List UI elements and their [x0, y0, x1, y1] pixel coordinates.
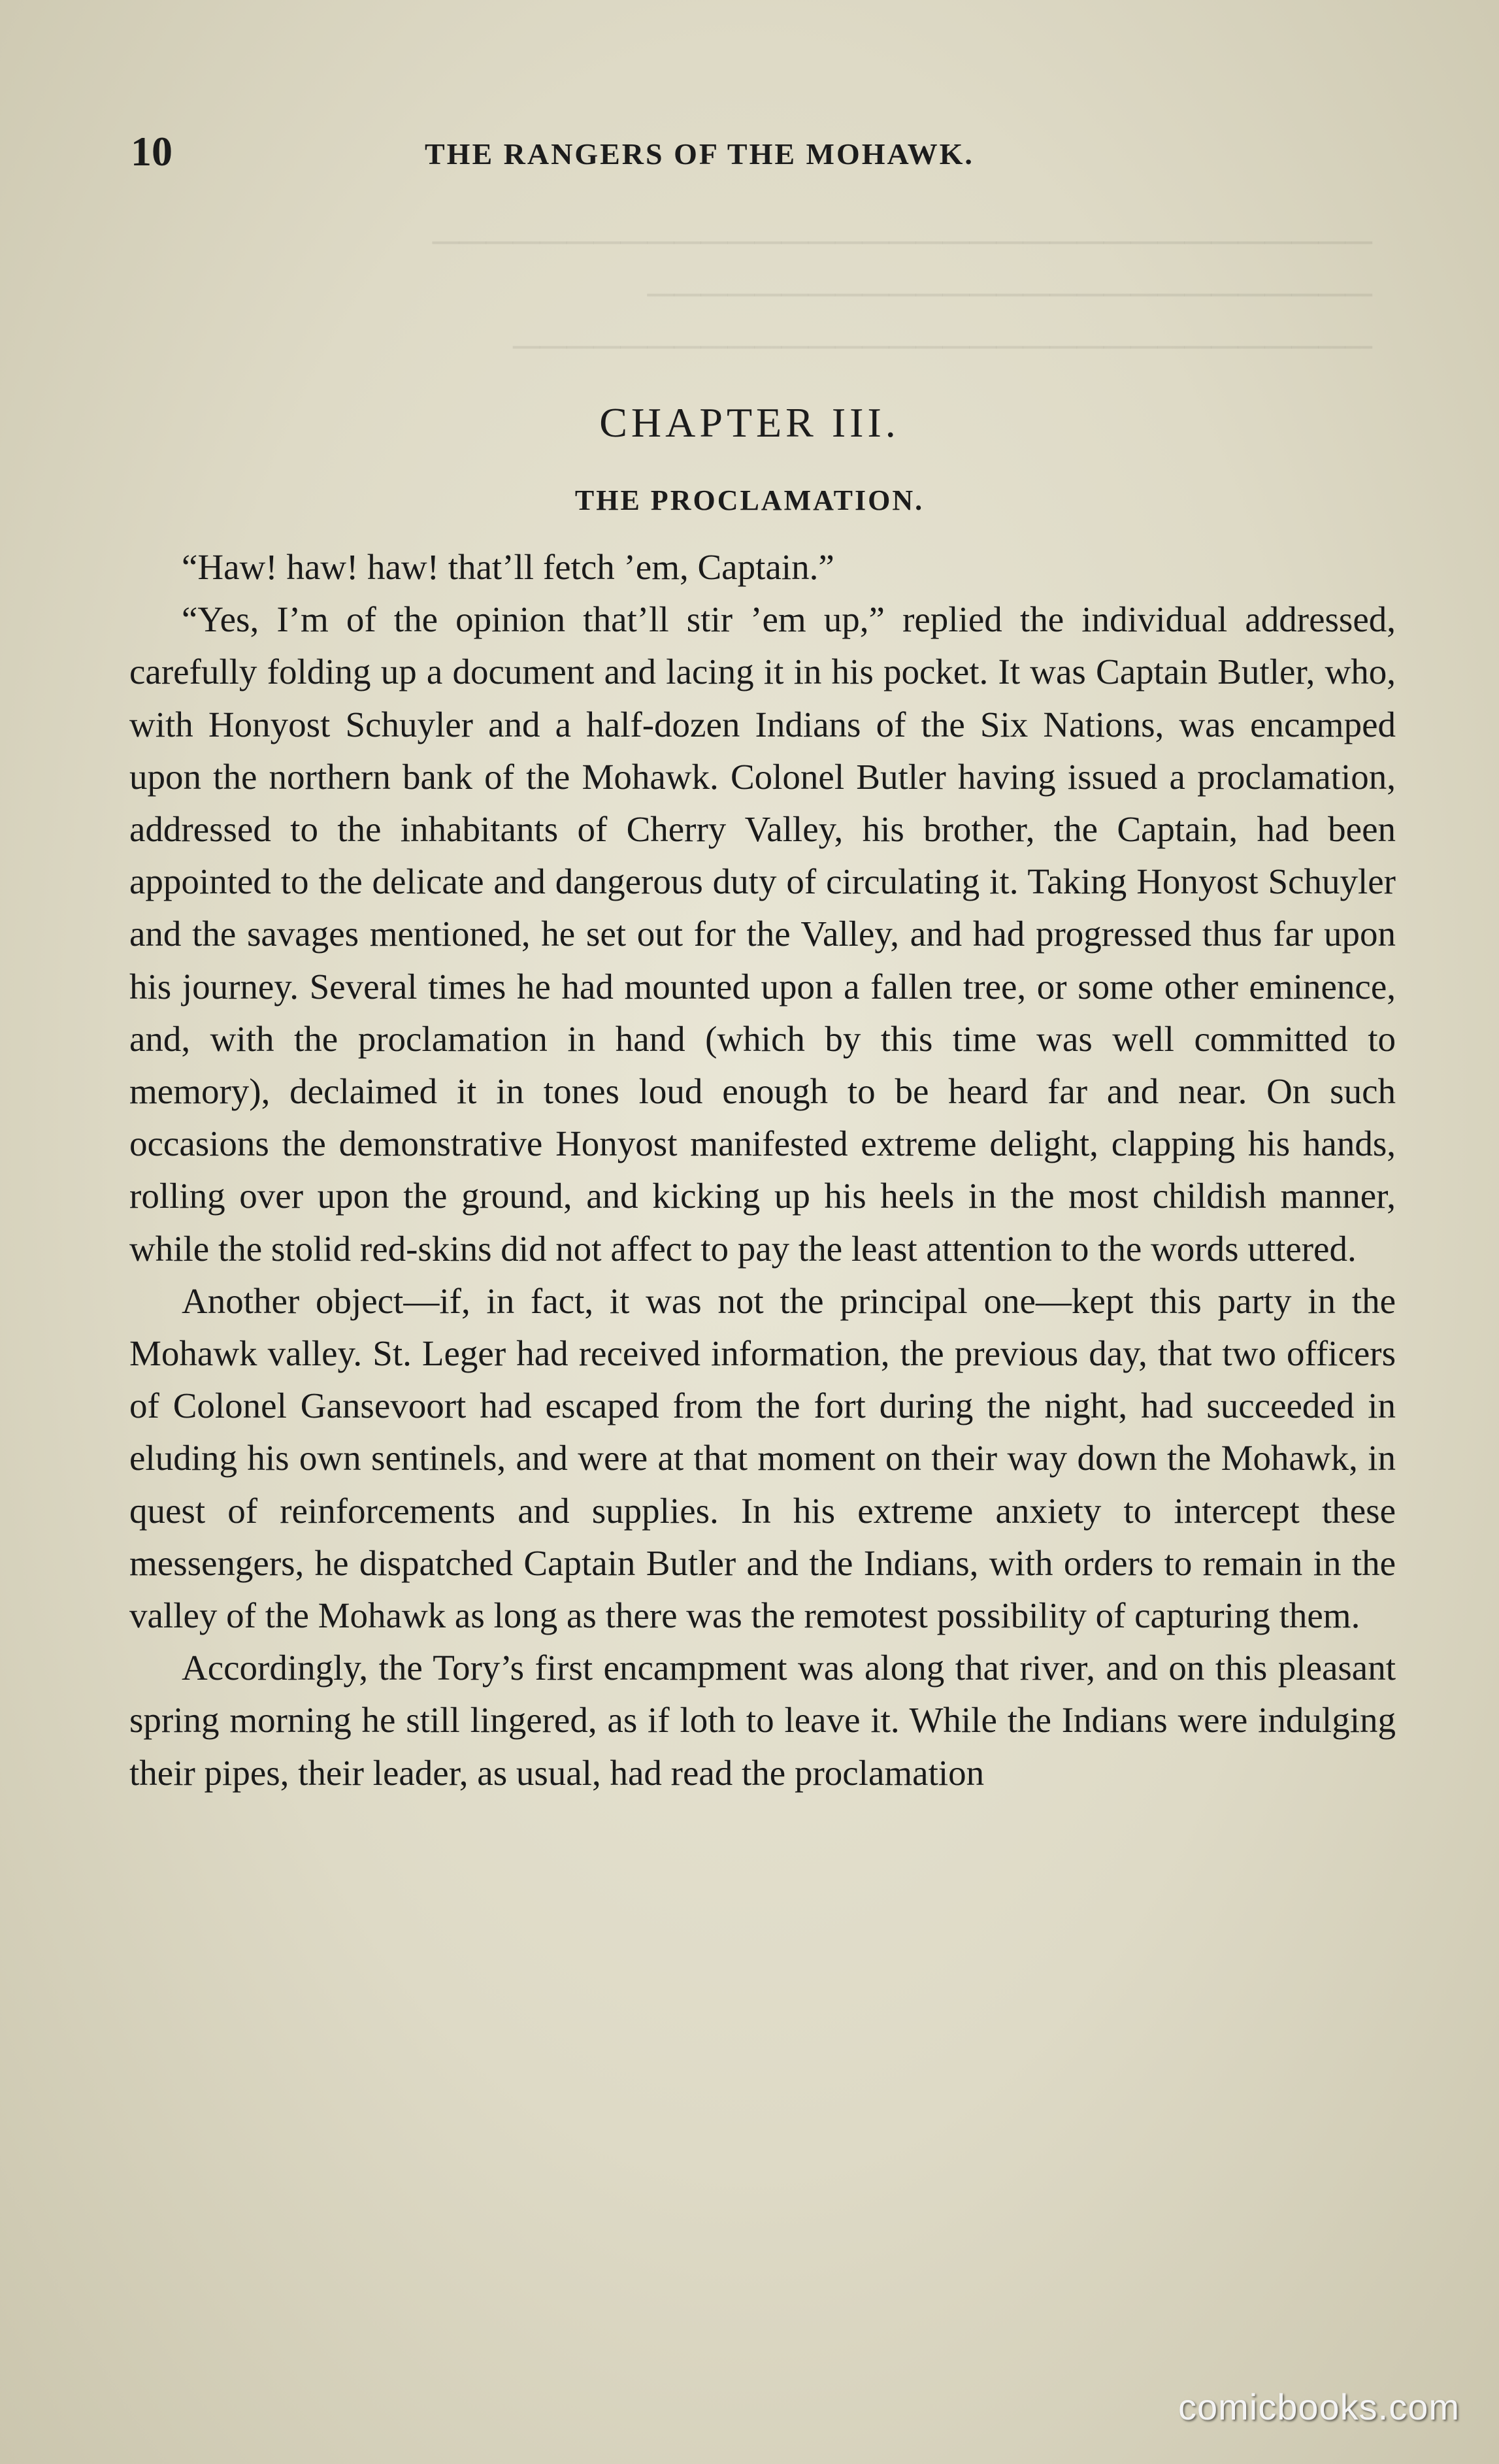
- body-text: [129, 541, 1396, 1799]
- paragraph: Accordingly, the Tory’s first encampment was along that river, and on this pleasant spring morning he still lingered, as if loth to leave it. While the Indians were indulging their pipes, their leader, as usual, had read the proclamation: [129, 1648, 1396, 1793]
- running-head: THE RANGERS OF THE MOHAWK.: [425, 137, 974, 171]
- chapter-subtitle: THE PROCLAMATION.: [574, 484, 925, 516]
- page-header: [131, 127, 1398, 186]
- show-through-texture: ─────────────────────────────────── ─────────────────────────── ────────────────────────────────: [432, 220, 1372, 367]
- page-number: 10: [131, 128, 173, 175]
- paragraph: “Yes, I’m of the opinion that’ll stir ’em up,” replied the individual addressed, carefully folding up a document and lacing it in his pocket. It was Captain Butler, who, with Honyost Schuyler and a half-dozen Indians of the Six Nations, was encamped upon the northern bank of the Mohawk. Colonel Butler having issued a proclamation, addressed to the inhabitants of Cherry Valley, his brother, the Captain, had been appointed to the delicate and dangerous duty of circulating it. Taking Honyost Schuyler and the savages mentioned, he set out for the Valley, and had progressed thus far upon his journey. Several times he had mounted upon a fallen tree, or some other eminence, and, with the proclamation in hand (which by this time was well committed to memory), declaimed it in tones loud enough to be heard far and near. On such occasions the demonstrative Honyost manifested extreme delight, clapping his hands, rolling over upon the ground, and kicking up his heels in the most childish manner, while the stolid red-skins did not affect to pay the least attention to the words uttered.: [129, 599, 1396, 1269]
- paragraph: “Haw! haw! haw! that’ll fetch ’em, Captain.”: [182, 547, 834, 587]
- chapter-title: CHAPTER III.: [599, 399, 900, 446]
- paragraph: Another object—if, in fact, it was not the principal one—kept this party in the Mohawk valley. St. Leger had received information, the previous day, that two officers of Colonel Gansevoort had escaped from the fort during the night, had succeeded in eluding his own sentinels, and were at that moment on their way down the Mohawk, in quest of reinforcements and supplies. In his extreme anxiety to intercept these messengers, he dispatched Captain Butler and the Indians, with orders to remain in the valley of the Mohawk as long as there was the remotest possibility of capturing them.: [129, 1280, 1396, 1636]
- watermark: comicbooks.com: [1178, 2386, 1460, 2427]
